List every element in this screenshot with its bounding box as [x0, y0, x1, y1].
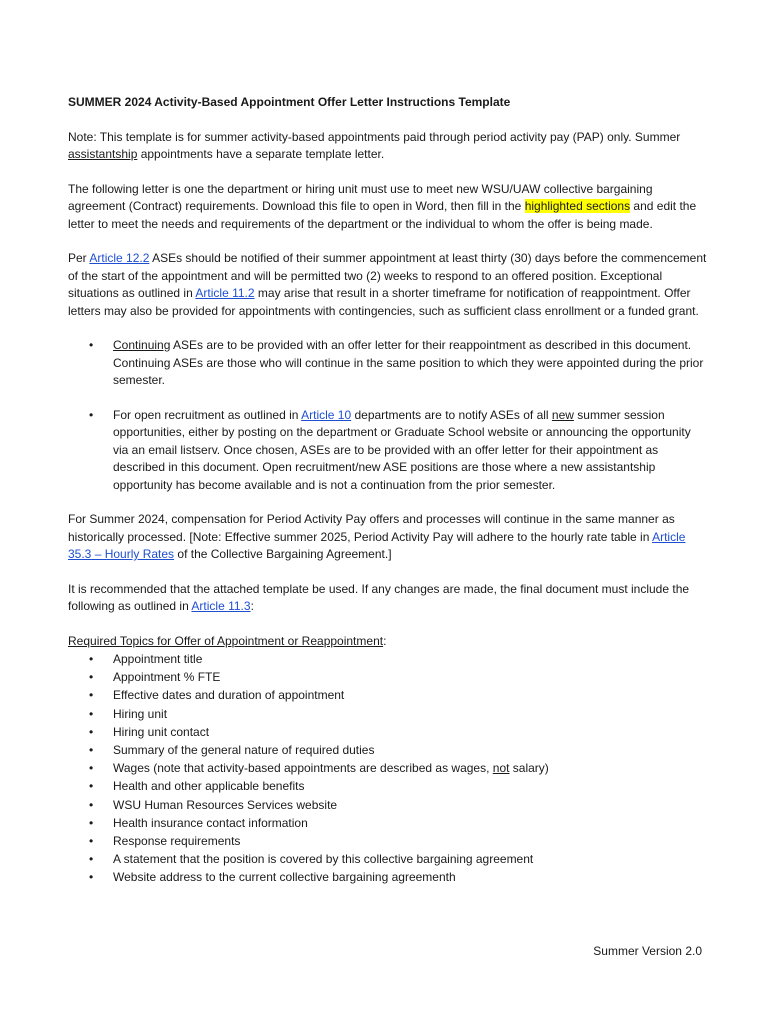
list-item — [68, 741, 708, 759]
topic-text: Effective dates and duration of appointment — [113, 688, 345, 703]
note-text-1: Note: This template is for summer activity-based appointments paid through period activity pay (PAP) only. Summer — [68, 129, 681, 144]
bullet-icon: • — [89, 670, 94, 685]
list-item — [68, 723, 708, 741]
open-text-3: summer session opportunities, either by posting on the department or Graduate School website or announcing the opportunity via an email listserv. Once chosen, ASEs are to be provided with an offer letter for their appointment as described in this document. Open recruitment/new ASE positions are those where a new assistantship opportunity has become available and is not a continuation from the prior semester. — [113, 407, 691, 492]
article-12-2-link[interactable]: Article 12.2 — [89, 251, 150, 265]
document-page — [68, 94, 708, 887]
per-text-3: may arise that result in a shorter timeframe for notification of reappointment. Offer letters may also be provided for appointments with contingencies, such as sufficient class enrollment or a funded grant. — [68, 286, 699, 318]
topic-text: Hiring unit contact — [113, 724, 210, 739]
open-text-2: departments are to notify ASEs of all — [351, 407, 552, 422]
rec-text-1: It is recommended that the attached template be used. If any changes are made, the final document must include the following as outlined in — [68, 581, 690, 613]
bullet-icon: • — [89, 870, 94, 885]
compensation-paragraph — [68, 511, 708, 564]
bullet-icon: • — [89, 761, 94, 776]
footer-version: Summer Version 2.0 — [593, 944, 702, 958]
topic-text: Hiring unit — [113, 706, 168, 721]
comp-text-2: of the Collective Bargaining Agreement.] — [174, 547, 392, 561]
topic-text: WSU Human Resources Services website — [113, 797, 338, 812]
list-item — [68, 668, 708, 686]
bullet-icon: • — [89, 743, 94, 758]
list-item — [68, 650, 708, 668]
rec-text-2: : — [250, 599, 254, 613]
bullet-icon: • — [89, 407, 94, 422]
comp-text-1: For Summer 2024, compensation for Period Activity Pay offers and processes will continue in the same manner as historically processed. [Note: Effective summer 2025, Period Activity Pay will adhere to the hourly rate table in — [68, 512, 675, 544]
note-text-2: appointments have a separate template letter. — [137, 147, 385, 161]
intro-text-1: The following letter is one the department or hiring unit must use to meet new WSU/UAW collective bargaining agreement (Contract) requirements. Download this file to open in Word, then fill in the — [68, 181, 653, 213]
required-topics-colon: : — [383, 633, 387, 648]
intro-paragraph — [68, 181, 708, 234]
wages-end-text: salary) — [509, 761, 549, 776]
topic-text: Health and other applicable benefits — [113, 779, 305, 794]
topic-text: A statement that the position is covered by this collective bargaining agreement — [113, 852, 534, 867]
continuing-text: ASEs are to be provided with an offer letter for their reappointment as described in this document. Continuing ASEs are those who will continue in the same position to which they were appointed during the prior semester. — [113, 338, 704, 387]
topic-text: Appointment % FTE — [113, 670, 221, 685]
per-text-1: Per — [68, 251, 90, 265]
topic-text: Health insurance contact information — [113, 815, 308, 830]
ase-bullet-list — [68, 337, 708, 494]
article-11-2-link[interactable]: Article 11.2 — [195, 286, 255, 300]
required-topics-list — [68, 650, 708, 887]
topic-text: Website address to the current collective bargaining agreementh — [113, 870, 456, 885]
bullet-icon: • — [89, 852, 94, 867]
topic-text: Summary of the general nature of required duties — [113, 743, 375, 758]
bullet-icon: • — [89, 706, 94, 721]
bullet-icon: • — [89, 779, 94, 794]
list-item — [68, 796, 708, 814]
note-paragraph — [68, 129, 708, 164]
open-text-1: For open recruitment as outlined in — [113, 407, 302, 422]
new-underline: new — [551, 407, 574, 422]
topic-text: Appointment title — [113, 652, 203, 666]
list-item — [68, 832, 708, 850]
required-topics-heading-text: Required Topics for Offer of Appointment or Reappointment — [68, 633, 384, 648]
list-item — [68, 759, 708, 777]
highlighted-sections: highlighted sections — [524, 199, 631, 213]
list-item — [68, 777, 708, 795]
bullet-icon: • — [89, 834, 94, 849]
bullet-icon: • — [89, 815, 94, 830]
bullet-icon: • — [89, 724, 94, 739]
bullet-icon: • — [89, 338, 94, 352]
recommendation-paragraph — [68, 581, 708, 616]
per-text-2: ASEs should be notified of their summer appointment at least thirty (30) days before the commencement of the start of the appointment and will be permitted two (2) weeks to respond to an offered position. Exceptional situations as outlined in — [68, 251, 707, 300]
list-item — [68, 686, 708, 704]
continuing-underline: Continuing — [113, 338, 171, 352]
list-item-open-recruitment — [68, 407, 708, 495]
topic-text: Response requirements — [113, 834, 241, 849]
bullet-icon: • — [89, 652, 94, 666]
list-item — [68, 868, 708, 886]
document-title: SUMMER 2024 Activity-Based Appointment Offer Letter Instructions Template — [68, 95, 511, 109]
list-item-continuing — [68, 337, 708, 390]
required-topics-heading — [68, 633, 708, 651]
article-10-link[interactable]: Article 10 — [301, 407, 352, 422]
list-item — [68, 705, 708, 723]
note-underline-assistantship: assistantship — [68, 147, 138, 161]
list-item — [68, 850, 708, 868]
article-35-3-link[interactable]: Article 35.3 – Hourly Rates — [68, 529, 686, 561]
not-underline: not — [492, 761, 510, 776]
list-item — [68, 814, 708, 832]
topic-text: Wages (note that activity-based appointments are described as wages, — [113, 761, 493, 776]
bullet-icon: • — [89, 688, 94, 703]
intro-text-2: and edit the letter to meet the needs and requirements of the department or the individual to whom the offer is being made. — [68, 199, 697, 231]
notification-paragraph — [68, 250, 708, 320]
bullet-icon: • — [89, 797, 94, 812]
article-11-3-link[interactable]: Article 11.3 — [191, 599, 251, 613]
